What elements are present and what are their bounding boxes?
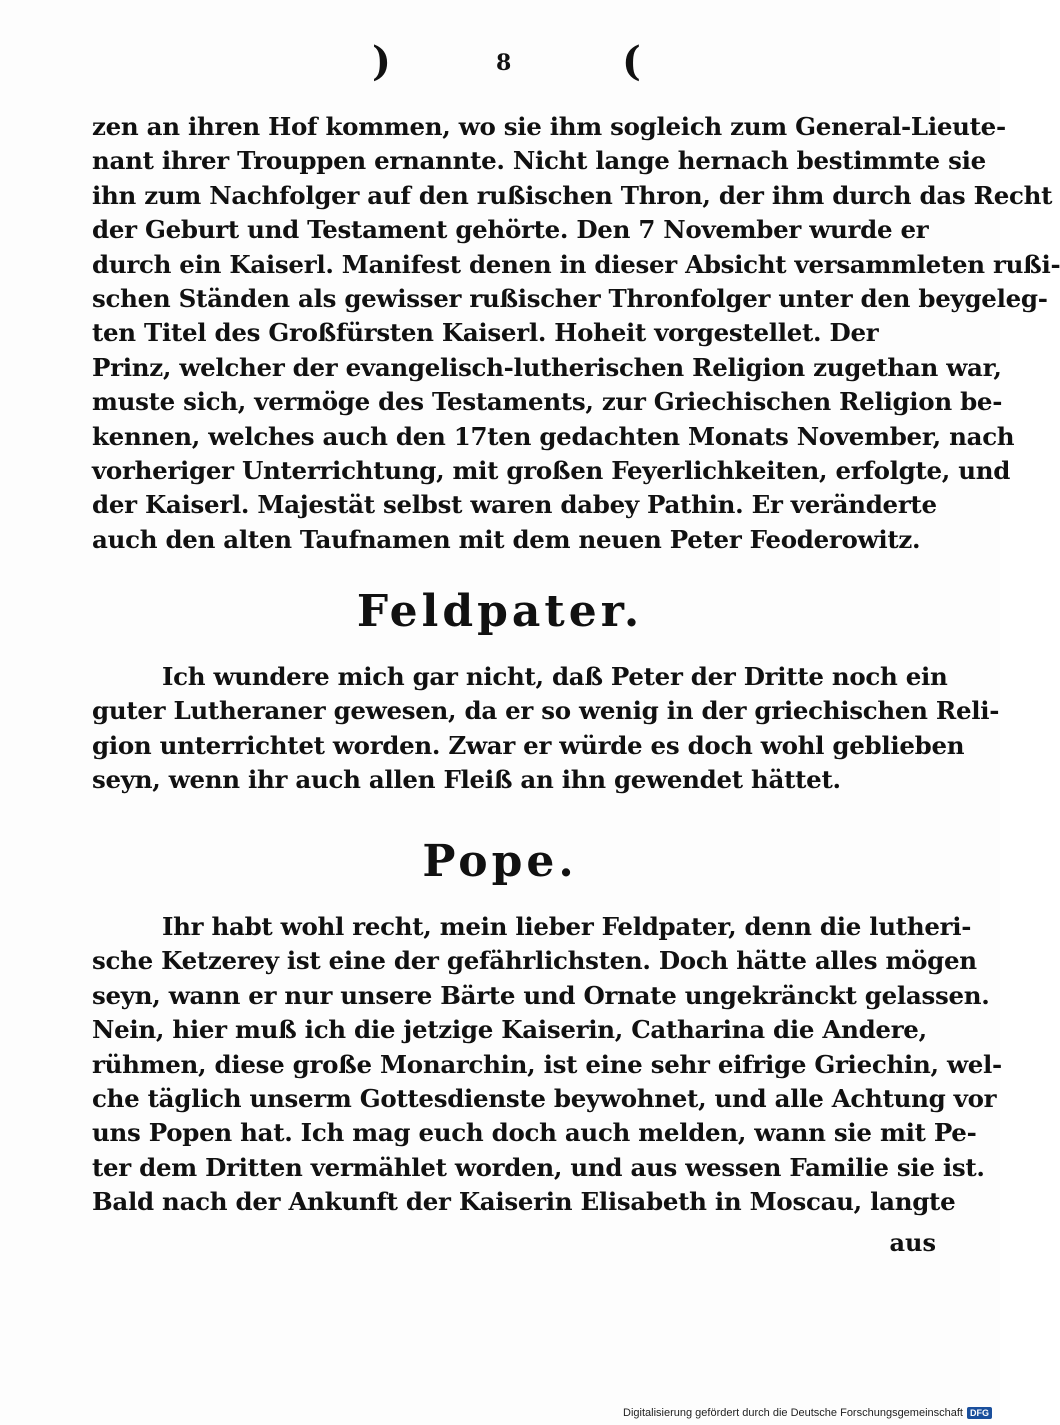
text-line: Nein, hier muß ich die jetzige Kaiserin, Catharina die Andere, — [92, 1015, 927, 1045]
text-line: ten Titel des Großfürsten Kaiserl. Hoheit vorgestellet. Der — [92, 318, 879, 348]
text-line: zen an ihren Hof kommen, wo sie ihm sogleich zum General-Lieute- — [92, 112, 1006, 141]
text-line: muste sich, vermöge des Testaments, zur Griechischen Religion be- — [92, 387, 1003, 417]
text-line: kennen, welches auch den 17ten gedachten Monats November, nach — [92, 421, 1015, 451]
text-line: auch den alten Taufnamen mit dem neuen Peter Feoderowitz. — [92, 524, 921, 554]
text-line: sche Ketzerey ist eine der gefährlichsten. Doch hätte alles mögen — [92, 946, 977, 976]
paragraph-2 — [92, 660, 1000, 798]
text-line: Prinz, welcher der evangelisch-lutherischen Religion zugethan war, — [92, 352, 1002, 382]
text-line: ter dem Dritten vermählet worden, und aus wessen Familie sie ist. — [92, 1152, 985, 1182]
speaker-heading-feldpater: Feldpater. — [356, 586, 644, 637]
text-line: gion unterrichtet worden. Zwar er würde es doch wohl geblieben — [92, 730, 965, 760]
text-line: che täglich unserm Gottesdienste beywohnet, und alle Achtung vor — [92, 1084, 997, 1114]
text-line: seyn, wann er nur unsere Bärte und Ornate ungekränckt gelassen. — [92, 980, 990, 1010]
dfg-logo-icon: DFG — [967, 1407, 992, 1419]
text-line: der Kaiserl. Majestät selbst waren dabey Pathin. Er veränderte — [92, 490, 937, 520]
digitization-footer — [623, 1407, 992, 1419]
text-line: ihn zum Nachfolger auf den rußischen Thron, der ihm durch das Recht — [92, 180, 1053, 210]
header-bracket-left: ) — [372, 38, 391, 85]
text-line: uns Popen hat. Ich mag euch doch auch melden, wann sie mit Pe- — [92, 1118, 977, 1148]
text-line: schen Ständen als gewisser rußischer Thronfolger unter den beygeleg- — [92, 284, 1048, 314]
text-line: guter Lutheraner gewesen, da er so wenig in der griechischen Reli- — [92, 696, 1000, 726]
catchword: aus — [889, 1228, 936, 1257]
page-header — [0, 38, 1000, 88]
text-line: Bald nach der Ankunft der Kaiserin Elisabeth in Moscau, langte — [92, 1187, 956, 1217]
paragraph-1 — [92, 110, 1060, 557]
text-line: seyn, wenn ihr auch allen Fleiß an ihn gewendet hättet. — [92, 765, 841, 795]
text-line: rühmen, diese große Monarchin, ist eine sehr eifrige Griechin, wel- — [92, 1049, 1002, 1079]
text-line: nant ihrer Trouppen ernannte. Nicht lange hernach bestimmte sie — [92, 146, 986, 176]
footer-text: Digitalisierung gefördert durch die Deutsche Forschungsgemeinschaft — [623, 1407, 963, 1419]
text-line: durch ein Kaiserl. Manifest denen in dieser Absicht versammleten rußi- — [92, 249, 1060, 279]
text-line: Ihr habt wohl recht, mein lieber Feldpater, denn die lutheri- — [162, 912, 972, 941]
header-bracket-right: ( — [622, 38, 641, 85]
text-line: der Geburt und Testament gehörte. Den 7 November wurde er — [92, 215, 929, 245]
paragraph-3 — [92, 910, 1002, 1220]
text-line: vorheriger Unterrichtung, mit großen Feyerlichkeiten, erfolgte, und — [92, 456, 1011, 486]
page-number: 8 — [496, 50, 512, 76]
speaker-heading-pope: Pope. — [422, 836, 578, 887]
text-line: Ich wundere mich gar nicht, daß Peter der Dritte noch ein — [162, 662, 948, 691]
